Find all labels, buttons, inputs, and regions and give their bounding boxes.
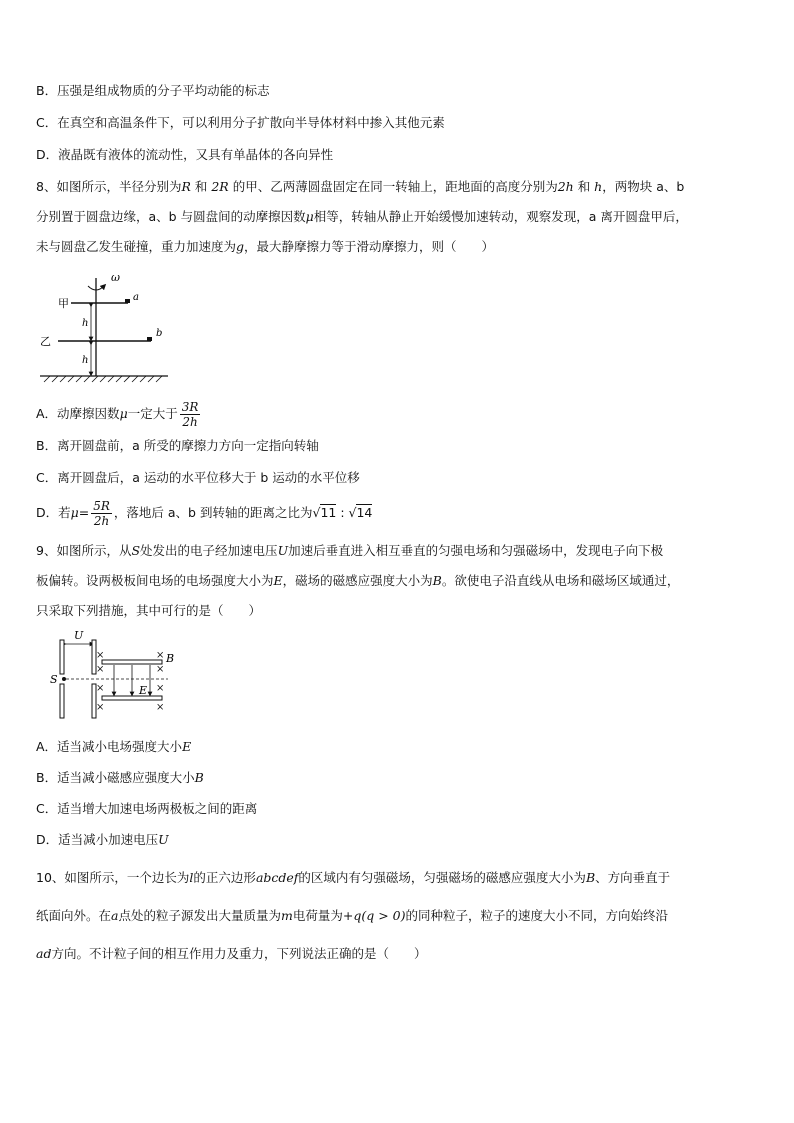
q8-option-a: A．动摩擦因数μ一定大于 $\frac{3R}{2h}$	[36, 400, 199, 429]
disk-yi-label: 乙	[40, 335, 51, 348]
voltage-u-label: U	[74, 629, 84, 642]
omega-label: ω	[111, 271, 120, 284]
q8-option-c: C．离开圆盘后，a 运动的水平位移大于 b 运动的水平位移	[36, 470, 360, 485]
q9-option-d: D．适当减小加速电压U	[36, 832, 169, 847]
q8-stem-line3: 未与圆盘乙发生碰撞，重力加速度为g，最大静摩擦力等于滑动摩擦力，则（ ）	[36, 239, 495, 254]
q9-option-a: A．适当减小电场强度大小E	[36, 739, 192, 754]
q9-stem-line1: 9、如图所示，从S处发出的电子经加速电压U加速后垂直进入相互垂直的匀强电场和匀强磁场中，发现电子向下极	[36, 543, 664, 558]
height-h1-label: h	[82, 318, 89, 329]
svg-text:×: ×	[96, 664, 105, 675]
svg-text:×: ×	[96, 683, 105, 694]
q7-option-c: C．在真空和高温条件下，可以利用分子扩散向半导体材料中掺入其他元素	[36, 115, 445, 130]
q8-option-d-fraction: $\frac{5R}{2h}$	[93, 499, 110, 528]
field-b-label: B	[166, 652, 175, 665]
q9-option-c: C．适当增大加速电场两极板之间的距离	[36, 801, 258, 816]
q8-option-a-fraction: $\frac{3R}{2h}$	[181, 400, 199, 429]
svg-text:×: ×	[156, 702, 165, 713]
sqrt-11: √11	[312, 505, 337, 520]
q8-figure-rotating-disks	[36, 264, 176, 387]
q10-stem-line3: ad方向。不计粒子间的相互作用力及重力，下列说法正确的是（ ）	[36, 946, 427, 961]
svg-text:×: ×	[156, 664, 165, 675]
svg-text:×: ×	[96, 650, 105, 661]
q10-stem-line1: 10、如图所示，一个边长为l的正六边形abcdef的区域内有匀强磁场，匀强磁场的磁感应强度大小为B、方向垂直于	[36, 870, 671, 885]
q9-stem-line2: 板偏转。设两极板间电场的电场强度大小为E，磁场的磁感应强度大小为B。欲使电子沿直线从电场和磁场区域通过，	[36, 573, 680, 588]
q8-option-d: D．若μ= $\frac{5R}{2h}$ ，落地后 a、b 到转轴的距离之比为√11 : √14	[36, 499, 373, 528]
height-h2-label: h	[82, 355, 89, 366]
block-a-label: a	[133, 292, 139, 303]
block-b-label: b	[156, 328, 163, 339]
source-s-label: S	[50, 673, 58, 686]
q8-stem-line1: 8、如图所示，半径分别为R 和 2R 的甲、乙两薄圆盘固定在同一转轴上，距地面的高度分别为2h 和 h，两物块 a、b	[36, 179, 685, 194]
q8-stem-line2: 分别置于圆盘边缘，a、b 与圆盘间的动摩擦因数μ相等，转轴从静止开始缓慢加速转动，观察发现，a 离开圆盘甲后，	[36, 209, 688, 224]
field-e-label: E	[139, 684, 148, 697]
q9-stem-line3: 只采取下列措施，其中可行的是（ ）	[36, 603, 262, 618]
q7-option-b: B．压强是组成物质的分子平均动能的标志	[36, 83, 270, 98]
svg-text:×: ×	[156, 683, 165, 694]
q9-figure-velocity-selector	[48, 628, 188, 729]
sqrt-14: √14	[348, 505, 373, 520]
q7-option-d: D．液晶既有液体的流动性，又具有单晶体的各向异性	[36, 147, 334, 162]
disk-jia-label: 甲	[58, 297, 69, 310]
q9-option-b: B．适当减小磁感应强度大小B	[36, 770, 204, 785]
q8-option-b: B．离开圆盘前，a 所受的摩擦力方向一定指向转轴	[36, 438, 319, 453]
svg-text:×: ×	[96, 702, 105, 713]
svg-text:×: ×	[156, 650, 165, 661]
q10-stem-line2: 纸面向外。在a点处的粒子源发出大量质量为m电荷量为+q(q > 0)的同种粒子，粒子的速度大小不同，方向始终沿	[36, 908, 668, 923]
